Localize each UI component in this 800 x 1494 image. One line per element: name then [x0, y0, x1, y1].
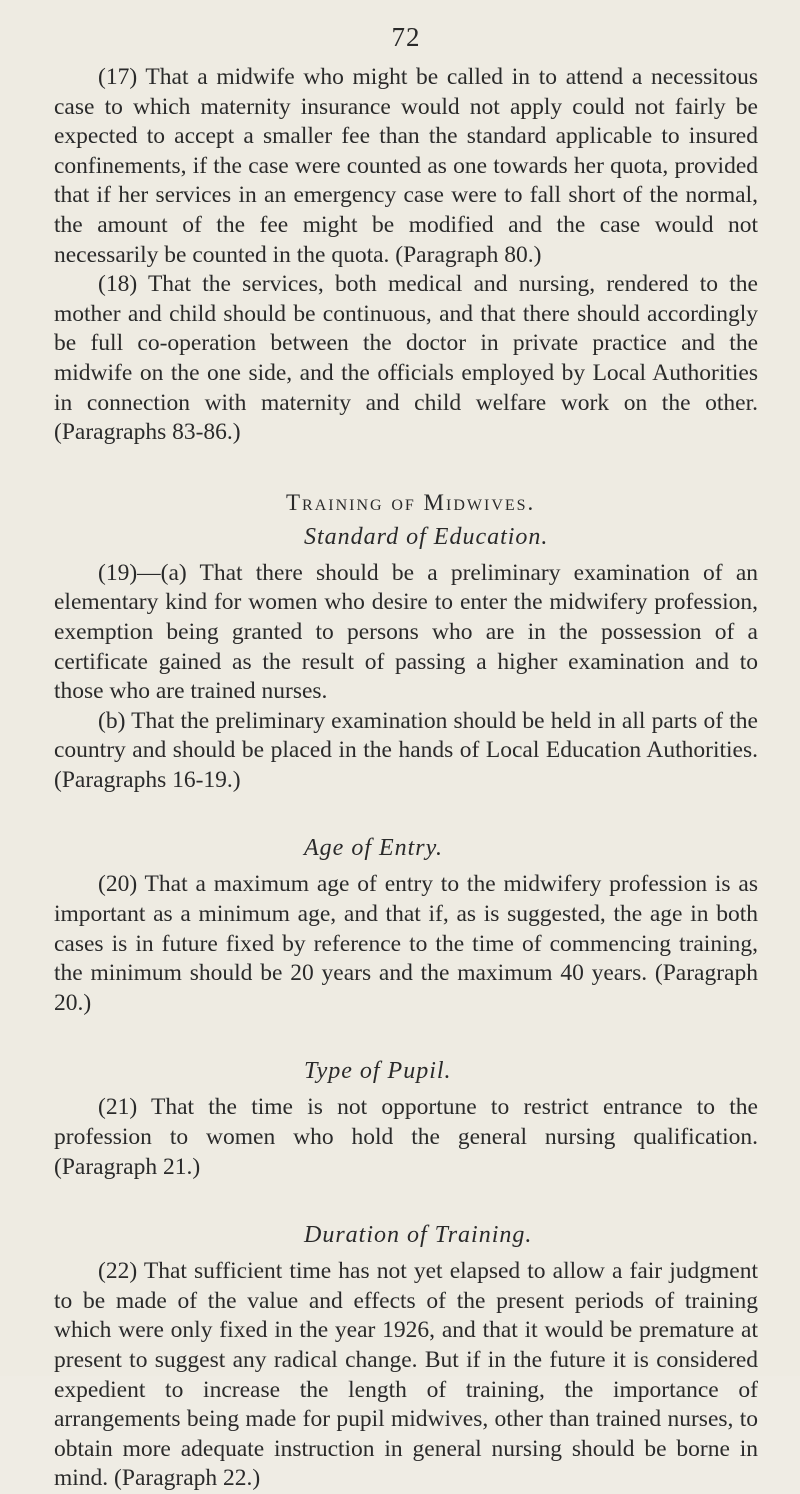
paragraph-21: (21) That the time is not opportune to restrict entrance to the profession to women who hold the general nursing qualification. (Paragraph 21.)	[54, 1094, 758, 1180]
paragraph-18: (18) That the services, both medical and nursing, rendered to the mother and child should be continuous, and that there should accordingly be full co-operation between the doctor in private practice and the midwife on the one side, and the officials employed by Local Authorities in connection with maternity and child welfare work on the other. (Paragraphs 83-86.)	[54, 271, 758, 446]
paragraph-19b: (b) That the preliminary examination should be held in all parts of the country and should be placed in the hands of Local Education Authorities. (Paragraphs 16-19.)	[54, 707, 758, 793]
paragraph-19a: (19)—(a) That there should be a preliminary examination of an elementary kind for women who desire to enter the midwifery profession, exemption being granted to persons who are in the possession of a certificate gained as the result of passing a higher examination and to those who are trained nurses.	[54, 559, 758, 705]
paragraph-17: (17) That a midwife who might be called in to attend a necessitous case to which maternity insurance would not apply could not fairly be expected to accept a smaller fee than the standard applicable to insured confinements, if the case were counted as one towards her quota, provided that if her services in an emergency case were to fall short of the normal, the amount of the fee might be modified and the case would not necessarily be counted in the quota. (Paragraph 80.)	[54, 64, 758, 268]
subheading-type-of-pupil: Type of Pupil.	[304, 1058, 452, 1085]
subheading-duration-of-training: Duration of Training.	[304, 1222, 533, 1249]
paragraph-22: (22) That sufficient time has not yet elapsed to allow a fair judgment to be made of the value and effects of the present periods of training which were only fixed in the year 1926, and that it would be premature at present to suggest any radical change. But if in the future it is considered expedient to increase the length of training, the importance of arrangements being made for pupil midwives, other than trained nurses, to obtain more adequate instruction in general nursing should be borne in mind. (Paragraph 22.)	[54, 1258, 758, 1492]
page-number: 72	[391, 22, 421, 52]
paragraph-20: (20) That a maximum age of entry to the midwifery profession is as important as a minimum age, and that if, as is suggested, the age in both cases is in future fixed by reference to the time of commencing training, the minimum should be 20 years and the maximum 40 years. (Paragraph 20.)	[54, 871, 758, 1016]
section-heading-training: Training of Midwives.	[286, 489, 536, 515]
subheading-standard-of-education: Standard of Education.	[304, 523, 549, 550]
subheading-age-of-entry: Age of Entry.	[304, 835, 443, 862]
